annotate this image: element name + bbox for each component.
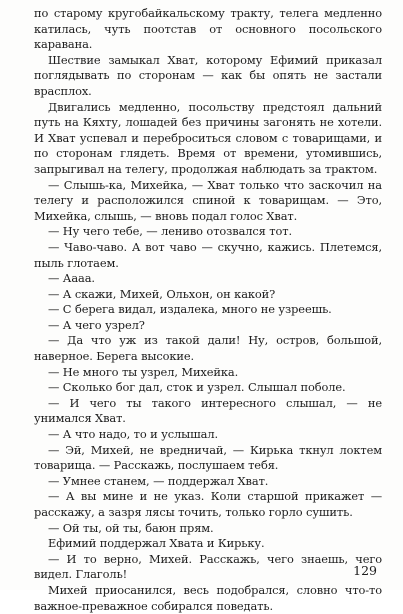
paragraph: — И чего ты такого интересного слышал, — не унимался Хват. <box>34 395 382 426</box>
paragraph: — Аааа. <box>48 271 95 286</box>
paragraph: — А скажи, Михей, Ольхон, он какой? <box>48 286 276 301</box>
paragraph: — Слышь-ка, Михейка, — Хват только что заскочил на телегу и расположился спиной к товарищам. — Это, Михейка, слышь, — вновь подал голос Хват. <box>34 177 382 223</box>
paragraph: — Умнее станем, — поддержал Хват. <box>48 473 269 488</box>
paragraph: Шествие замыкал Хват, которому Ефимий приказал поглядывать по сторонам — как бы опять не застали врасплох. <box>34 52 382 98</box>
paragraph: Двигались медленно, посольству предстоял дальний путь на Кяхту, лошадей без причины загонять не хотели. И Хват успевал и переброситься словом с товарищами, и по сторонам глядеть. Время от времени, утомившись, запрыгивал на телегу, продолжая наблюдать за трактом. <box>34 99 382 176</box>
paragraph: — А вы мине и не указ. Коли старшой прикажет — расскажу, а зазря лясы точить, только горло сушить. <box>34 489 382 519</box>
paragraph: — И то верно, Михей. Расскажь, чего знаешь, чего видел. Глаголь! <box>34 551 382 582</box>
page-number: 129 <box>353 563 377 578</box>
paragraph: — Эй, Михей, не вредничай, — Кирька ткнул локтем товарища. — Расскажь, послушаем тебя. <box>34 442 382 473</box>
paragraph: — А чего узрел? <box>48 317 145 332</box>
paragraph: — А что надо, то и услышал. <box>48 427 218 442</box>
page-text <box>34 6 382 614</box>
paragraph: Михей приосанился, весь подобрался, словно что-то важное-преважное собирался поведать. <box>34 582 382 613</box>
paragraph: — Сколько бог дал, сток и узрел. Слышал поболе. <box>48 380 346 395</box>
paragraph: — Ну чего тебе, — лениво отозвался тот. <box>48 224 292 239</box>
paragraph: — Не много ты узрел, Михейка. <box>48 364 239 379</box>
paragraph: — С берега видал, издалека, много не узреешь. <box>48 302 332 317</box>
paragraph: Ефимий поддержал Хвата и Кирьку. <box>48 536 265 551</box>
paragraph: — Чаво-чаво. А вот чаво — скучно, кажись. Плетемся, пыль глотаем. <box>34 239 382 270</box>
paragraph: по старому кругобайкальскому тракту, телега медленно катилась, чуть поотстав от основного посольского каравана. <box>34 6 382 52</box>
paragraph: — Да что уж из такой дали! Ну, остров, большой, наверное. Берега высокие. <box>34 333 382 364</box>
paragraph: — Ой ты, ой ты, баюн прям. <box>48 520 214 535</box>
